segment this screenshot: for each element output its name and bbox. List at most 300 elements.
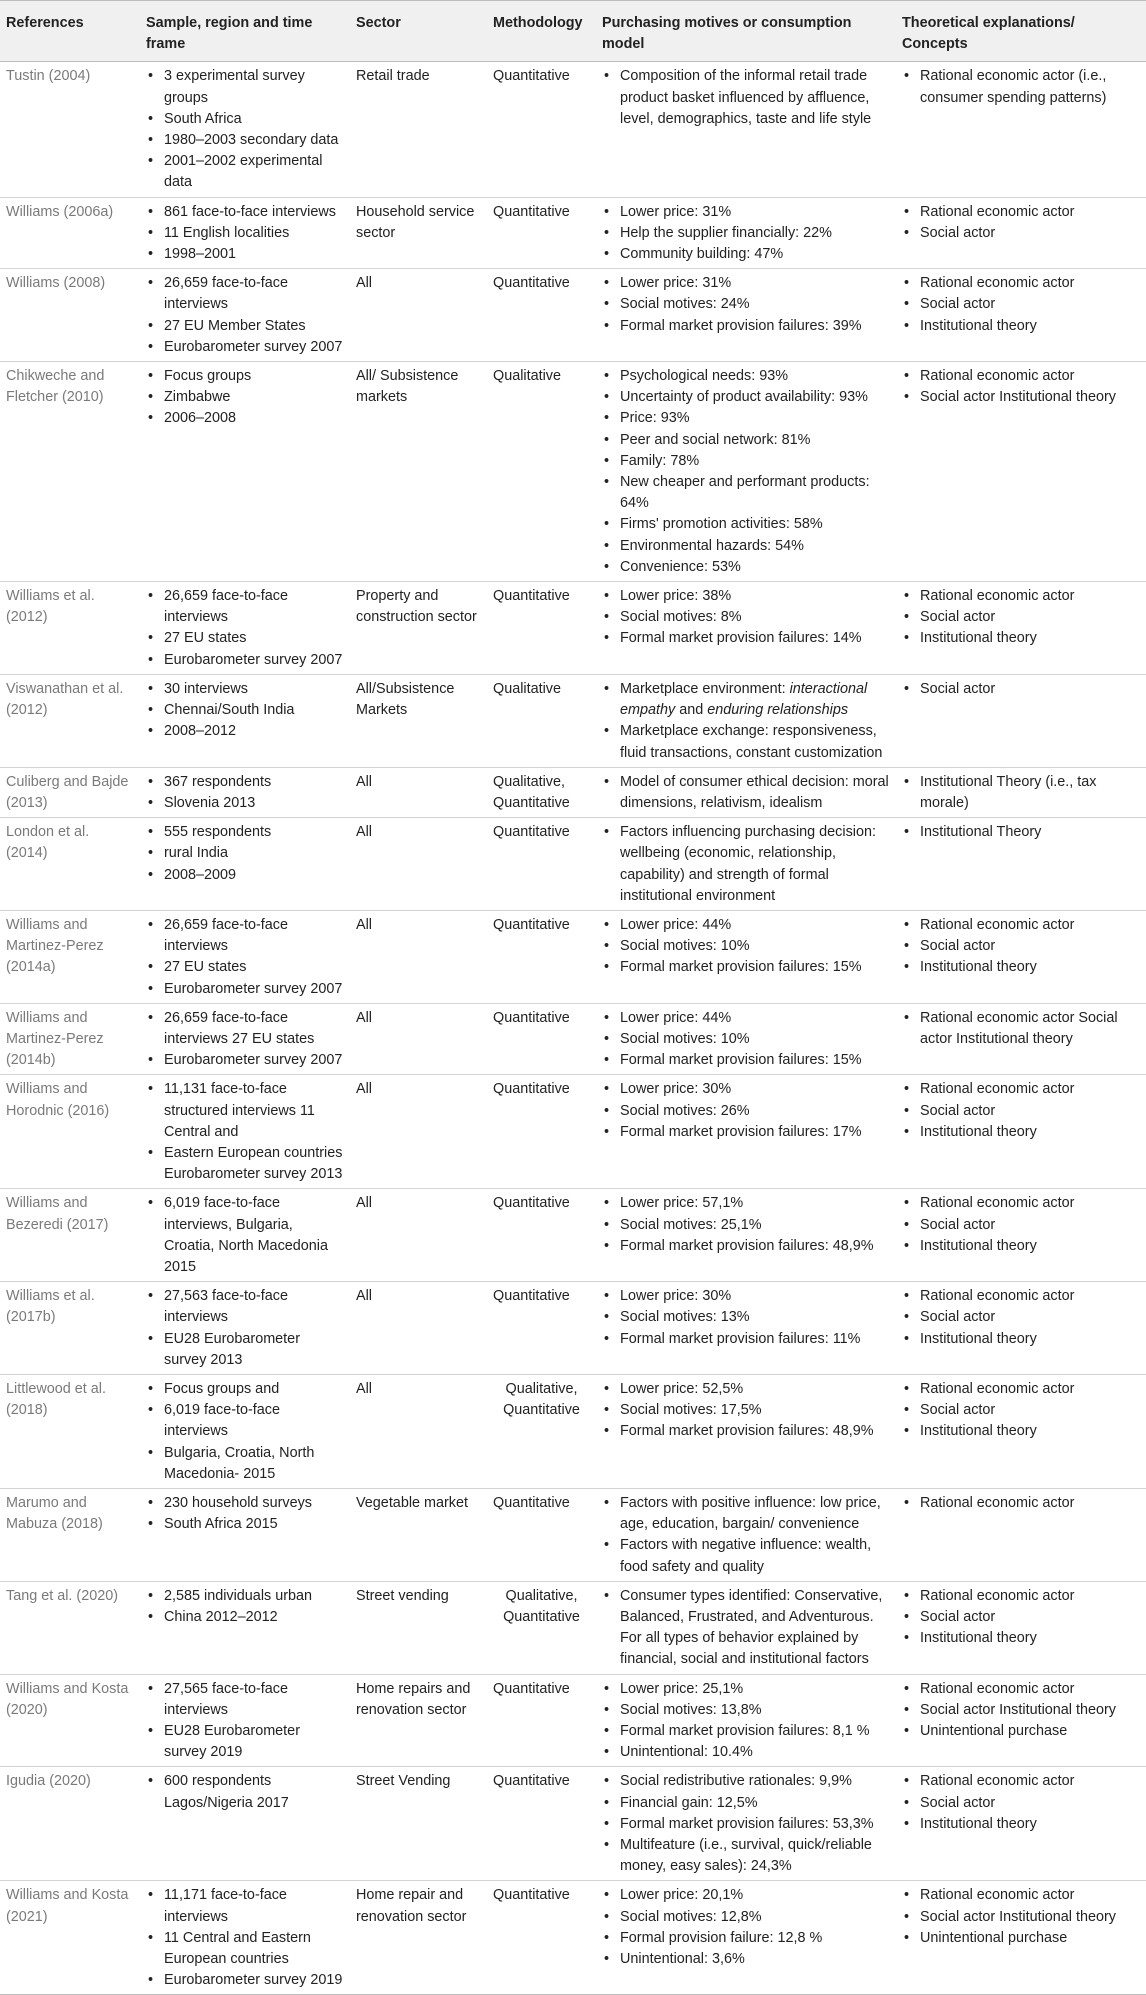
- theory-cell: [896, 1489, 1146, 1582]
- sample-list: [146, 1379, 344, 1485]
- motives-cell: [596, 1374, 896, 1488]
- sample-item: • EU28 Eurobarometer survey 2013: [146, 1329, 344, 1371]
- sample-item: • 2,585 individuals urban: [146, 1586, 344, 1607]
- table-row: [0, 1767, 1146, 1881]
- motive-list: [602, 679, 890, 764]
- theory-item: • Social actor Institutional theory: [902, 1700, 1140, 1721]
- sample-item: • EU28 Eurobarometer survey 2019: [146, 1721, 344, 1763]
- motive-text: and: [675, 702, 708, 719]
- methodology-cell: Quantitative: [487, 582, 596, 675]
- theory-cell: [896, 269, 1146, 362]
- sample-list: [146, 1771, 344, 1813]
- sample-cell: [140, 1374, 350, 1488]
- motives-cell: [596, 1075, 896, 1189]
- motive-list: [602, 1885, 890, 1970]
- sector-cell: Property and construction sector: [350, 582, 487, 675]
- table-body: [0, 62, 1146, 1995]
- reference-cell: Williams and Kosta (2020): [0, 1674, 140, 1767]
- motive-item: • Factors with positive influence: low price, age, education, bargain/ convenience: [602, 1493, 890, 1535]
- methodology-cell: Quantitative: [487, 1489, 596, 1582]
- motive-item: • Environmental hazards: 54%: [602, 536, 890, 557]
- sample-item: • 11 Central and Eastern European countries: [146, 1928, 344, 1970]
- theory-list: [902, 1885, 1140, 1949]
- sample-item: • Chennai/South India: [146, 700, 344, 721]
- motive-list: [602, 822, 890, 907]
- table-row: [0, 767, 1146, 817]
- sample-cell: [140, 582, 350, 675]
- theory-list: [902, 1008, 1140, 1050]
- motive-item: • Lower price: 31%: [602, 273, 890, 294]
- theory-item: • Social actor: [902, 607, 1140, 628]
- theory-cell: [896, 1374, 1146, 1488]
- theory-item: • Social actor: [902, 936, 1140, 957]
- methodology-cell: Quantitative: [487, 1881, 596, 1995]
- sample-item: • 230 household surveys: [146, 1493, 344, 1514]
- theory-list: [902, 1079, 1140, 1143]
- sample-item: • South Africa 2015: [146, 1514, 344, 1535]
- theory-cell: [896, 62, 1146, 197]
- table-row: [0, 1581, 1146, 1674]
- sector-cell: All: [350, 818, 487, 911]
- theory-item: • Unintentional purchase: [902, 1721, 1140, 1742]
- sample-item: • 27,565 face-to-face interviews: [146, 1679, 344, 1721]
- methodology-cell: Quantitative: [487, 1075, 596, 1189]
- sample-item: • 30 interviews: [146, 679, 344, 700]
- sample-list: [146, 1586, 344, 1628]
- sample-item: • 2006–2008: [146, 408, 344, 429]
- motive-item: • Lower price: 44%: [602, 1008, 890, 1029]
- motive-item: • Social motives: 8%: [602, 607, 890, 628]
- theory-cell: [896, 582, 1146, 675]
- motive-item: • Social motives: 25,1%: [602, 1215, 890, 1236]
- sample-item: • 2008–2009: [146, 865, 344, 886]
- theory-item: • Social actor Institutional theory: [902, 1907, 1140, 1928]
- theory-cell: [896, 1881, 1146, 1995]
- sample-list: [146, 1079, 344, 1185]
- motive-item: • Social motives: 24%: [602, 294, 890, 315]
- sample-item: • 367 respondents: [146, 772, 344, 793]
- sample-list: [146, 1193, 344, 1278]
- motive-list: [602, 915, 890, 979]
- theory-cell: [896, 1003, 1146, 1075]
- motives-cell: [596, 1003, 896, 1075]
- theory-item: • Rational economic actor: [902, 366, 1140, 387]
- motive-item: • Lower price: 30%: [602, 1286, 890, 1307]
- methodology-cell: Quantitative: [487, 1674, 596, 1767]
- motives-cell: [596, 1581, 896, 1674]
- motive-item: • Marketplace exchange: responsiveness, fluid transactions, constant customization: [602, 721, 890, 763]
- motive-item: • Social motives: 10%: [602, 936, 890, 957]
- sample-cell: [140, 1581, 350, 1674]
- motive-list: [602, 1586, 890, 1671]
- methodology-cell: Qualitative: [487, 674, 596, 767]
- sample-item: • 26,659 face-to-face interviews: [146, 273, 344, 315]
- motives-cell: [596, 1674, 896, 1767]
- motive-item: • Lower price: 38%: [602, 586, 890, 607]
- theory-item: • Institutional theory: [902, 1329, 1140, 1350]
- sample-item: • 27 EU Member States: [146, 316, 344, 337]
- table-row: [0, 1003, 1146, 1075]
- motive-item: • Formal market provision failures: 48,9%: [602, 1421, 890, 1442]
- motive-list: [602, 273, 890, 337]
- theory-item: • Institutional theory: [902, 1421, 1140, 1442]
- sample-item: • 26,659 face-to-face interviews: [146, 586, 344, 628]
- methodology-cell: Quantitative: [487, 818, 596, 911]
- sample-item: • 555 respondents: [146, 822, 344, 843]
- motive-item: • New cheaper and performant products: 64%: [602, 472, 890, 514]
- theory-list: [902, 1379, 1140, 1443]
- theory-item: • Rational economic actor (i.e., consumer spending patterns): [902, 66, 1140, 108]
- table-row: [0, 1374, 1146, 1488]
- theory-cell: [896, 767, 1146, 817]
- sample-cell: [140, 362, 350, 582]
- sector-cell: Household service sector: [350, 197, 487, 269]
- emphasized-text: interactional empathy: [620, 680, 868, 719]
- methodology-cell: Quantitative: [487, 1767, 596, 1881]
- header-methodology: Methodology: [487, 1, 596, 62]
- theory-item: • Social actor: [902, 1307, 1140, 1328]
- motive-item: • Financial gain: 12,5%: [602, 1793, 890, 1814]
- sample-item: • 27 EU states: [146, 957, 344, 978]
- sample-item: • 2008–2012: [146, 721, 344, 742]
- header-motives: Purchasing motives or consumption model: [596, 1, 896, 62]
- sample-cell: [140, 1075, 350, 1189]
- sample-item: • 27 EU states: [146, 628, 344, 649]
- motives-cell: [596, 1881, 896, 1995]
- motive-text: Marketplace environment:: [620, 680, 790, 697]
- table-row: [0, 818, 1146, 911]
- motive-item: • Factors influencing purchasing decision: wellbeing (economic, relationship, capability) and strength of formal institutional environment: [602, 822, 890, 907]
- sample-item: • 27,563 face-to-face interviews: [146, 1286, 344, 1328]
- theory-list: [902, 822, 1140, 843]
- reference-cell: Williams and Martinez-Perez (2014a): [0, 910, 140, 1003]
- reference-cell: Chikweche and Fletcher (2010): [0, 362, 140, 582]
- reference-cell: Tang et al. (2020): [0, 1581, 140, 1674]
- theory-item: • Institutional theory: [902, 628, 1140, 649]
- motive-list: [602, 1379, 890, 1443]
- table-row: [0, 197, 1146, 269]
- theory-item: • Rational economic actor: [902, 915, 1140, 936]
- table-row: [0, 1674, 1146, 1767]
- theory-cell: [896, 674, 1146, 767]
- theory-item: • Rational economic actor: [902, 1679, 1140, 1700]
- sector-cell: Street Vending: [350, 1767, 487, 1881]
- sample-cell: [140, 1189, 350, 1282]
- sample-list: [146, 1679, 344, 1764]
- theory-list: [902, 202, 1140, 244]
- theory-item: • Social actor: [902, 1793, 1140, 1814]
- theory-list: [902, 66, 1140, 108]
- motives-cell: [596, 62, 896, 197]
- theory-item: • Institutional theory: [902, 957, 1140, 978]
- sample-cell: [140, 767, 350, 817]
- methodology-cell: Quantitative: [487, 62, 596, 197]
- motive-item: • Lower price: 44%: [602, 915, 890, 936]
- motive-item: • Lower price: 52,5%: [602, 1379, 890, 1400]
- motive-list: [602, 1771, 890, 1877]
- sample-item: • 11,131 face-to-face structured interviews 11 Central and: [146, 1079, 344, 1143]
- motive-item: • Formal market provision failures: 15%: [602, 957, 890, 978]
- sample-item: • South Africa: [146, 109, 344, 130]
- sample-item: • 2001–2002 experimental data: [146, 151, 344, 193]
- motive-item: • Formal market provision failures: 11%: [602, 1329, 890, 1350]
- theory-item: • Rational economic actor: [902, 1286, 1140, 1307]
- motive-item: • Consumer types identified: Conservative, Balanced, Frustrated, and Adventurous. For all types of behavior explained by financial, social and institutional factors: [602, 1586, 890, 1671]
- sample-item: • 11 English localities: [146, 223, 344, 244]
- motives-cell: [596, 197, 896, 269]
- methodology-cell: Qualitative, Quantitative: [487, 1581, 596, 1674]
- sector-cell: Home repairs and renovation sector: [350, 1674, 487, 1767]
- theory-list: [902, 1193, 1140, 1257]
- table-row: [0, 1881, 1146, 1995]
- theory-item: • Rational economic actor: [902, 1771, 1140, 1792]
- sample-list: [146, 366, 344, 430]
- motive-item: • Community building: 47%: [602, 244, 890, 265]
- methodology-cell: Quantitative: [487, 197, 596, 269]
- motive-item: • Composition of the informal retail trade product basket influenced by affluence, level, demographics, taste and life style: [602, 66, 890, 130]
- theory-item: • Institutional theory: [902, 1236, 1140, 1257]
- sector-cell: All: [350, 1282, 487, 1375]
- reference-cell: Marumo and Mabuza (2018): [0, 1489, 140, 1582]
- theory-item: • Social actor: [902, 1607, 1140, 1628]
- sector-cell: All/Subsistence Markets: [350, 674, 487, 767]
- sample-item: • Focus groups: [146, 366, 344, 387]
- sample-item: • 26,659 face-to-face interviews 27 EU states: [146, 1008, 344, 1050]
- reference-cell: Igudia (2020): [0, 1767, 140, 1881]
- methodology-cell: Quantitative: [487, 1282, 596, 1375]
- motive-list: [602, 1679, 890, 1764]
- motive-item: • Unintentional: 10.4%: [602, 1742, 890, 1763]
- theory-item: • Institutional Theory: [902, 822, 1140, 843]
- motive-item: • Factors with negative influence: wealth, food safety and quality: [602, 1535, 890, 1577]
- theory-cell: [896, 1767, 1146, 1881]
- table-row: [0, 1489, 1146, 1582]
- motive-list: [602, 1008, 890, 1072]
- sample-list: [146, 1885, 344, 1991]
- motive-list: [602, 1286, 890, 1350]
- motive-item: • Convenience: 53%: [602, 557, 890, 578]
- theory-item: • Institutional theory: [902, 1122, 1140, 1143]
- sample-item: • Eurobarometer survey 2019: [146, 1970, 344, 1991]
- theory-item: • Social actor: [902, 1400, 1140, 1421]
- motives-cell: [596, 674, 896, 767]
- motive-item: • Family: 78%: [602, 451, 890, 472]
- motive-item: • Lower price: 31%: [602, 202, 890, 223]
- sample-cell: [140, 269, 350, 362]
- sample-item: • Focus groups and: [146, 1379, 344, 1400]
- methodology-cell: Quantitative: [487, 910, 596, 1003]
- sample-item: • rural India: [146, 843, 344, 864]
- reference-cell: Tustin (2004): [0, 62, 140, 197]
- motive-list: [602, 772, 890, 814]
- sample-item: • Eastern European countries Eurobarometer survey 2013: [146, 1143, 344, 1185]
- reference-cell: Littlewood et al. (2018): [0, 1374, 140, 1488]
- motive-list: [602, 66, 890, 130]
- theory-item: • Rational economic actor: [902, 1586, 1140, 1607]
- sample-item: • Eurobarometer survey 2007: [146, 1050, 344, 1071]
- sample-cell: [140, 1489, 350, 1582]
- theory-cell: [896, 1075, 1146, 1189]
- table-row: [0, 674, 1146, 767]
- table-row: [0, 362, 1146, 582]
- motives-cell: [596, 818, 896, 911]
- sample-item: • 600 respondents Lagos/Nigeria 2017: [146, 1771, 344, 1813]
- sample-item: • 1998–2001: [146, 244, 344, 265]
- theory-list: [902, 772, 1140, 814]
- sample-item: • 11,171 face-to-face interviews: [146, 1885, 344, 1927]
- sample-cell: [140, 674, 350, 767]
- motive-item: • Social motives: 10%: [602, 1029, 890, 1050]
- motive-item: • Formal market provision failures: 14%: [602, 628, 890, 649]
- motive-item: • Lower price: 57,1%: [602, 1193, 890, 1214]
- sector-cell: Home repair and renovation sector: [350, 1881, 487, 1995]
- theory-item: • Rational economic actor: [902, 1193, 1140, 1214]
- motive-item: • Lower price: 30%: [602, 1079, 890, 1100]
- theory-cell: [896, 910, 1146, 1003]
- theory-item: • Institutional Theory (i.e., tax morale): [902, 772, 1140, 814]
- theory-cell: [896, 818, 1146, 911]
- reference-cell: Williams (2006a): [0, 197, 140, 269]
- sector-cell: Vegetable market: [350, 1489, 487, 1582]
- sector-cell: All: [350, 269, 487, 362]
- motives-cell: [596, 1189, 896, 1282]
- theory-item: • Rational economic actor: [902, 202, 1140, 223]
- theory-item: • Social actor: [902, 223, 1140, 244]
- motive-item: • Formal market provision failures: 53,3%: [602, 1814, 890, 1835]
- motive-list: [602, 366, 890, 578]
- reference-cell: Williams (2008): [0, 269, 140, 362]
- motive-list: [602, 1493, 890, 1578]
- theory-item: • Social actor: [902, 294, 1140, 315]
- sample-item: • 6,019 face-to-face interviews: [146, 1400, 344, 1442]
- sample-item: • 1980–2003 secondary data: [146, 130, 344, 151]
- methodology-cell: Qualitative, Quantitative: [487, 1374, 596, 1488]
- theory-list: [902, 366, 1140, 408]
- motive-item: • Social motives: 26%: [602, 1101, 890, 1122]
- sample-cell: [140, 62, 350, 197]
- sample-item: • Eurobarometer survey 2007: [146, 650, 344, 671]
- sample-list: [146, 1493, 344, 1535]
- theory-list: [902, 679, 1140, 700]
- sample-list: [146, 915, 344, 1000]
- motives-cell: [596, 362, 896, 582]
- reference-cell: Williams et al. (2017b): [0, 1282, 140, 1375]
- reference-cell: Viswanathan et al. (2012): [0, 674, 140, 767]
- header-references: References: [0, 1, 140, 62]
- theory-item: • Social actor: [902, 1101, 1140, 1122]
- motive-item: • Help the supplier financially: 22%: [602, 223, 890, 244]
- header-theory: Theoretical explanations/ Concepts: [896, 1, 1146, 62]
- sample-list: [146, 66, 344, 193]
- motives-cell: [596, 1767, 896, 1881]
- table-row: [0, 1075, 1146, 1189]
- theory-list: [902, 1493, 1140, 1514]
- table-row: [0, 1282, 1146, 1375]
- motive-item: • Formal market provision failures: 8,1 %: [602, 1721, 890, 1742]
- motive-item: • Formal market provision failures: 17%: [602, 1122, 890, 1143]
- theory-item: • Social actor: [902, 679, 1140, 700]
- sample-cell: [140, 1282, 350, 1375]
- sample-list: [146, 772, 344, 814]
- motive-item: • Peer and social network: 81%: [602, 430, 890, 451]
- motive-list: [602, 586, 890, 650]
- sector-cell: All: [350, 767, 487, 817]
- theory-item: • Rational economic actor: [902, 1885, 1140, 1906]
- sample-list: [146, 1286, 344, 1371]
- theory-item: • Social actor Institutional theory: [902, 387, 1140, 408]
- theory-list: [902, 273, 1140, 337]
- sector-cell: Street vending: [350, 1581, 487, 1674]
- sample-cell: [140, 1674, 350, 1767]
- motive-item: • Formal market provision failures: 39%: [602, 316, 890, 337]
- theory-cell: [896, 1282, 1146, 1375]
- motive-item: • Price: 93%: [602, 408, 890, 429]
- sample-item: • Zimbabwe: [146, 387, 344, 408]
- motive-item: • Lower price: 25,1%: [602, 1679, 890, 1700]
- motive-item: • Psychological needs: 93%: [602, 366, 890, 387]
- emphasized-text: enduring relationships: [707, 702, 849, 719]
- motive-item: • Formal market provision failures: 48,9%: [602, 1236, 890, 1257]
- motives-cell: [596, 767, 896, 817]
- sector-cell: All: [350, 910, 487, 1003]
- sample-item: • Slovenia 2013: [146, 793, 344, 814]
- sample-item: • China 2012–2012: [146, 1607, 344, 1628]
- theory-item: • Rational economic actor: [902, 586, 1140, 607]
- sector-cell: Retail trade: [350, 62, 487, 197]
- theory-list: [902, 1286, 1140, 1350]
- reference-cell: Williams and Bezeredi (2017): [0, 1189, 140, 1282]
- motive-item: • Unintentional: 3,6%: [602, 1949, 890, 1970]
- table-row: [0, 910, 1146, 1003]
- reference-cell: Williams and Horodnic (2016): [0, 1075, 140, 1189]
- theory-cell: [896, 197, 1146, 269]
- table-row: [0, 1189, 1146, 1282]
- reference-cell: Culiberg and Bajde (2013): [0, 767, 140, 817]
- methodology-cell: Quantitative: [487, 1189, 596, 1282]
- sample-item: • Eurobarometer survey 2007: [146, 337, 344, 358]
- theory-cell: [896, 1674, 1146, 1767]
- sample-cell: [140, 1003, 350, 1075]
- motives-cell: [596, 582, 896, 675]
- sample-list: [146, 273, 344, 358]
- sample-list: [146, 586, 344, 671]
- sample-item: • Eurobarometer survey 2007: [146, 979, 344, 1000]
- table-header: [0, 1, 1146, 62]
- motive-item: [602, 679, 890, 721]
- theory-list: [902, 586, 1140, 650]
- methodology-cell: Quantitative: [487, 1003, 596, 1075]
- sector-cell: All: [350, 1003, 487, 1075]
- theory-item: • Unintentional purchase: [902, 1928, 1140, 1949]
- sector-cell: All: [350, 1189, 487, 1282]
- motive-item: • Model of consumer ethical decision: moral dimensions, relativism, idealism: [602, 772, 890, 814]
- sample-cell: [140, 1767, 350, 1881]
- sector-cell: All: [350, 1374, 487, 1488]
- motive-item: • Formal market provision failures: 15%: [602, 1050, 890, 1071]
- sample-cell: [140, 197, 350, 269]
- motive-item: • Social motives: 12,8%: [602, 1907, 890, 1928]
- motive-item: • Uncertainty of product availability: 93%: [602, 387, 890, 408]
- sample-item: • 3 experimental survey groups: [146, 66, 344, 108]
- theory-item: • Rational economic actor: [902, 1379, 1140, 1400]
- sample-list: [146, 202, 344, 266]
- sample-item: • Bulgaria, Croatia, North Macedonia- 2015: [146, 1443, 344, 1485]
- sector-cell: All: [350, 1075, 487, 1189]
- sample-item: • 861 face-to-face interviews: [146, 202, 344, 223]
- methodology-cell: Qualitative: [487, 362, 596, 582]
- sample-list: [146, 1008, 344, 1072]
- theory-cell: [896, 1189, 1146, 1282]
